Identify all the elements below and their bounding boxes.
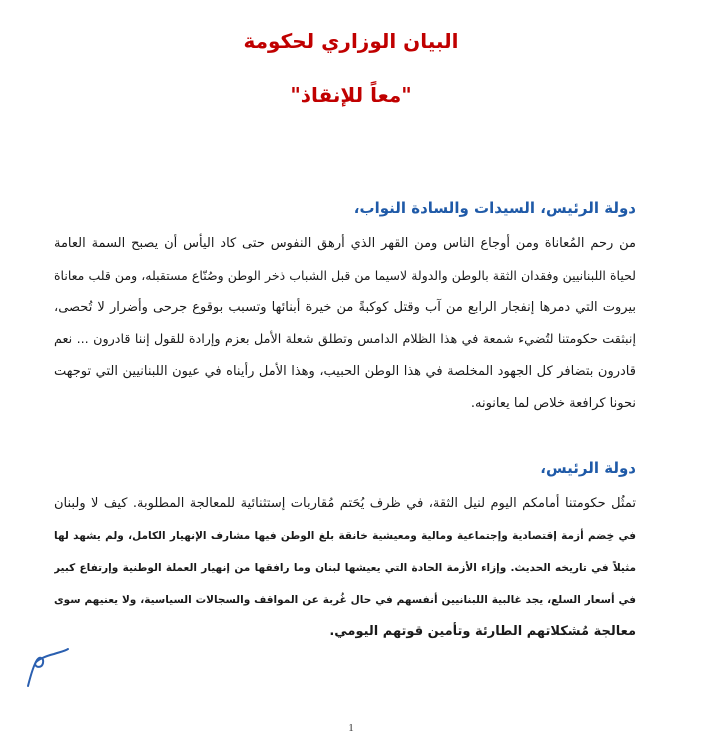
handwritten-signature-icon xyxy=(24,646,70,690)
paragraph-1 xyxy=(54,228,636,420)
section-heading-1: دولة الرئيس، السيدات والسادة النواب، xyxy=(353,199,636,217)
paragraph-line: بيروت التي دمرها إنفجار الرابع من آب وقتل كوكبةً من خيرة أبنائها وتسبب بوقوع جرحى وأضرار لا تُحصى، xyxy=(54,300,636,315)
paragraph-line: تمثُل حكومتنا أمامكم اليوم لنيل الثقة، في ظرف يُحَتم مُقاربات إستثنائية للمعالجة المطلوبة. كيف لا ولبنان xyxy=(54,496,636,511)
paragraph-line: معالجة مُشكلاتهم الطارئة وتأمين قوتهم اليومي. xyxy=(329,624,636,639)
paragraph-2 xyxy=(54,488,636,648)
paragraph-line: في خِضم أزمة إقتصادية وإجتماعية ومالية ومعيشية خانقة بلغ الوطن فيها مشارف الإنهيار الكامل، ولم يشهد لها xyxy=(54,530,636,542)
page-number: 1 xyxy=(348,722,354,734)
document-title: البيان الوزاري لحكومة xyxy=(243,29,459,53)
paragraph-line: في أسعار السلع، يجد غالبية اللبنانيين أنفسهم في حال غُربة عن المواقف والسجالات السياسية، ولا يعنيهم سوى xyxy=(54,594,636,606)
paragraph-line: مثيلاً في تاريخه الحديث. وإزاء الأزمة الحادة التي يعيشها لبنان وما رافقها من إنهيار العملة الوطنية وإرتفاع كبير xyxy=(54,562,636,574)
paragraph-line: لحياة اللبنانيين وفقدان الثقة بالوطن والدولة لاسيما من قبل الشباب ذخر الوطن وصُنّاع مستقبله، ومن قلب معاناة xyxy=(54,268,636,283)
government-name: "معاً للإنقاذ" xyxy=(290,83,412,107)
paragraph-line: من رحم المُعاناة ومن أوجاع الناس ومن القهر الذي أرهق النفوس حتى كاد اليأس أن يصبح السمة العامة xyxy=(54,236,636,251)
paragraph-line: قادرون بتضافر كل الجهود المخلصة في هذا الوطن الحبيب، وهذا الأمل رأيناه في عيون اللبنانيين التي توجهت xyxy=(54,364,636,379)
section-heading-2: دولة الرئيس، xyxy=(540,459,636,477)
paragraph-line: نحونا كرافعة خلاص لما يعانونه. xyxy=(470,396,636,411)
paragraph-line: إنبثقت حكومتنا لتُضيء شمعة في هذا الظلام الدامس وتطلق شعلة الأمل بعزم وإرادة للقول إننا قادرون ... نعم xyxy=(54,332,636,347)
title-block xyxy=(0,26,702,110)
